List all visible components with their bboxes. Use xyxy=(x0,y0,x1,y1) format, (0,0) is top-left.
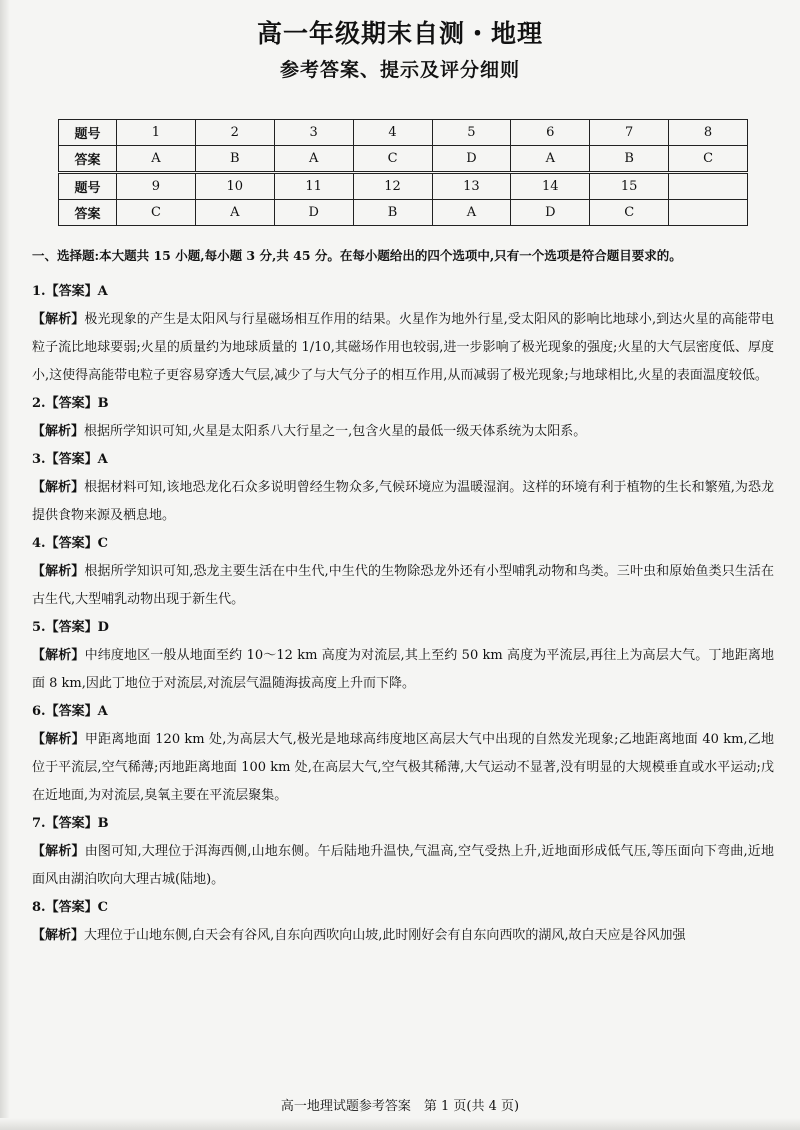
answer-line xyxy=(32,278,774,306)
question-number: 2. xyxy=(32,396,46,411)
explanation-paragraph xyxy=(32,418,774,446)
table-cell-answer: A xyxy=(274,146,353,173)
page-title: 高一年级期末自测・地理 xyxy=(256,19,543,48)
table-cell-answer: C xyxy=(669,146,748,173)
question-item xyxy=(32,278,774,390)
table-cell-number: 15 xyxy=(590,173,669,200)
table-cell-answer: B xyxy=(590,146,669,173)
page-edge-shadow xyxy=(0,0,10,1130)
answer-line xyxy=(32,614,774,642)
explanation-tag: 【解析】 xyxy=(32,312,85,327)
question-number: 4. xyxy=(32,536,46,551)
question-item xyxy=(32,530,774,614)
question-number: 3. xyxy=(32,452,46,467)
table-cell-number: 8 xyxy=(669,120,748,146)
answer-tag: 【答案】 xyxy=(45,900,98,915)
answer-tag: 【答案】 xyxy=(45,816,98,831)
explanation-text: 根据所学知识可知,恐龙主要生活在中生代,中生代的生物除恐龙外还有小型哺乳动物和鸟类。三叶虫和原始鱼类只生活在古生代,大型哺乳动物出现于新生代。 xyxy=(32,564,774,607)
table-cell-number: 2 xyxy=(195,120,274,146)
table-row-numbers xyxy=(59,120,748,146)
table-row-label: 答案 xyxy=(59,146,117,173)
table-row-label: 题号 xyxy=(59,120,117,146)
explanation-paragraph xyxy=(32,306,774,390)
answer-line xyxy=(32,446,774,474)
question-item xyxy=(32,698,774,810)
explanation-text: 根据所学知识可知,火星是太阳系八大行星之一,包含火星的最低一级天体系统为太阳系。 xyxy=(84,424,587,439)
table-cell-number: 13 xyxy=(432,173,511,200)
explanation-tag: 【解析】 xyxy=(32,648,85,663)
table-row-answers xyxy=(59,146,748,173)
explanation-tag: 【解析】 xyxy=(32,928,85,943)
table-cell-answer: D xyxy=(274,200,353,226)
table-cell-number: 9 xyxy=(117,173,196,200)
explanation-tag: 【解析】 xyxy=(32,732,85,747)
explanation-paragraph xyxy=(32,474,774,530)
answer-tag: 【答案】 xyxy=(45,620,98,635)
table-cell-answer: A xyxy=(195,200,274,226)
table-cell-answer: D xyxy=(511,200,590,226)
table-cell-number: 1 xyxy=(117,120,196,146)
page-footer: 高一地理试题参考答案 第 1 页(共 4 页) xyxy=(280,1099,520,1114)
answer-tag: 【答案】 xyxy=(45,396,98,411)
answer-value: C xyxy=(97,536,108,551)
table-row-label: 答案 xyxy=(59,200,117,226)
section-heading: 一、选择题:本大题共 15 小题,每小题 3 分,共 45 分。在每小题给出的四个选项中,只有一个选项是符合题目要求的。 xyxy=(32,248,682,263)
page-subtitle: 参考答案、提示及评分细则 xyxy=(279,59,520,81)
answer-value: D xyxy=(97,620,109,635)
table-cell-number: 14 xyxy=(511,173,590,200)
question-item xyxy=(32,446,774,530)
question-item xyxy=(32,894,774,950)
explanation-text: 根据材料可知,该地恐龙化石众多说明曾经生物众多,气候环境应为温暖湿润。这样的环境有利于植物的生长和繁殖,为恐龙提供食物来源及栖息地。 xyxy=(32,480,774,523)
table-cell-answer: C xyxy=(117,200,196,226)
table-cell-number: 6 xyxy=(511,120,590,146)
table-row-numbers xyxy=(59,173,748,200)
question-number: 5. xyxy=(32,620,46,635)
explanation-tag: 【解析】 xyxy=(32,844,85,859)
answer-value: B xyxy=(97,396,109,411)
question-number: 7. xyxy=(32,816,46,831)
table-cell-answer xyxy=(669,200,748,226)
table-cell-number xyxy=(669,173,748,200)
explanation-text: 由图可知,大理位于洱海西侧,山地东侧。午后陆地升温快,气温高,空气受热上升,近地面形成低气压,等压面向下弯曲,近地面风由湖泊吹向大理古城(陆地)。 xyxy=(32,844,774,887)
table-cell-number: 7 xyxy=(590,120,669,146)
answer-tag: 【答案】 xyxy=(45,284,98,299)
table-cell-answer: B xyxy=(195,146,274,173)
answer-tag: 【答案】 xyxy=(45,536,98,551)
table-row-label: 题号 xyxy=(59,173,117,200)
explanation-text: 大理位于山地东侧,白天会有谷风,自东向西吹向山坡,此时刚好会有自东向西吹的湖风,故白天应是谷风加强 xyxy=(84,928,686,943)
answer-table xyxy=(58,119,748,226)
answer-tag: 【答案】 xyxy=(45,452,98,467)
table-cell-number: 3 xyxy=(274,120,353,146)
table-cell-number: 10 xyxy=(195,173,274,200)
explanation-paragraph xyxy=(32,838,774,894)
question-number: 6. xyxy=(32,704,46,719)
answer-value: A xyxy=(97,284,108,299)
explanation-text: 中纬度地区一般从地面至约 10～12 km 高度为对流层,其上至约 50 km 高度为平流层,再往上为高层大气。丁地距离地面 8 km,因此丁地位于对流层,对流层气温随海拔高度上升而下降。 xyxy=(32,648,774,691)
question-number: 8. xyxy=(32,900,46,915)
answer-line xyxy=(32,698,774,726)
explanation-tag: 【解析】 xyxy=(32,480,85,495)
table-cell-answer: A xyxy=(511,146,590,173)
answer-tag: 【答案】 xyxy=(45,704,98,719)
explanation-tag: 【解析】 xyxy=(32,424,85,439)
answer-line xyxy=(32,390,774,418)
question-item xyxy=(32,614,774,698)
table-cell-answer: B xyxy=(353,200,432,226)
explanation-text: 甲距离地面 120 km 处,为高层大气,极光是地球高纬度地区高层大气中出现的自然发光现象;乙地距离地面 40 km,乙地位于平流层,空气稀薄;丙地距离地面 100 km 处,在高层大气,空气极其稀薄,大气运动不显著,没有明显的大规模垂直或水平运动;戊在近地面,为对流层,臭氧主要在平流层聚集。 xyxy=(32,732,774,803)
explanation-paragraph xyxy=(32,642,774,698)
question-item xyxy=(32,810,774,894)
question-number: 1. xyxy=(32,284,46,299)
answer-value: B xyxy=(97,816,109,831)
table-cell-answer: A xyxy=(432,200,511,226)
table-cell-number: 5 xyxy=(432,120,511,146)
answer-line xyxy=(32,894,774,922)
answer-line xyxy=(32,530,774,558)
explanation-paragraph xyxy=(32,922,774,950)
explanation-paragraph xyxy=(32,558,774,614)
table-cell-number: 4 xyxy=(353,120,432,146)
table-row-answers xyxy=(59,200,748,226)
table-cell-number: 12 xyxy=(353,173,432,200)
answer-value: C xyxy=(97,900,108,915)
answer-value: A xyxy=(97,452,108,467)
table-cell-answer: C xyxy=(353,146,432,173)
table-cell-answer: C xyxy=(590,200,669,226)
explanation-paragraph xyxy=(32,726,774,810)
explanation-tag: 【解析】 xyxy=(32,564,85,579)
table-cell-number: 11 xyxy=(274,173,353,200)
answers-body xyxy=(32,278,774,950)
table-cell-answer: A xyxy=(117,146,196,173)
question-item xyxy=(32,390,774,446)
table-cell-answer: D xyxy=(432,146,511,173)
answer-value: A xyxy=(97,704,108,719)
answer-line xyxy=(32,810,774,838)
explanation-text: 极光现象的产生是太阳风与行星磁场相互作用的结果。火星作为地外行星,受太阳风的影响比地球小,到达火星的高能带电粒子流比地球要弱;火星的质量约为地球质量的 1/10,其磁场作用也较弱,进一步影响了极光现象的强度;火星的大气层密度低、厚度小,这使得高能带电粒子更容易穿透大气层,减少了与大气分子的相互作用,从而减弱了极光现象;与地球相比,火星的表面温度较低。 xyxy=(32,312,774,383)
page-bottom-shadow xyxy=(0,1118,800,1130)
